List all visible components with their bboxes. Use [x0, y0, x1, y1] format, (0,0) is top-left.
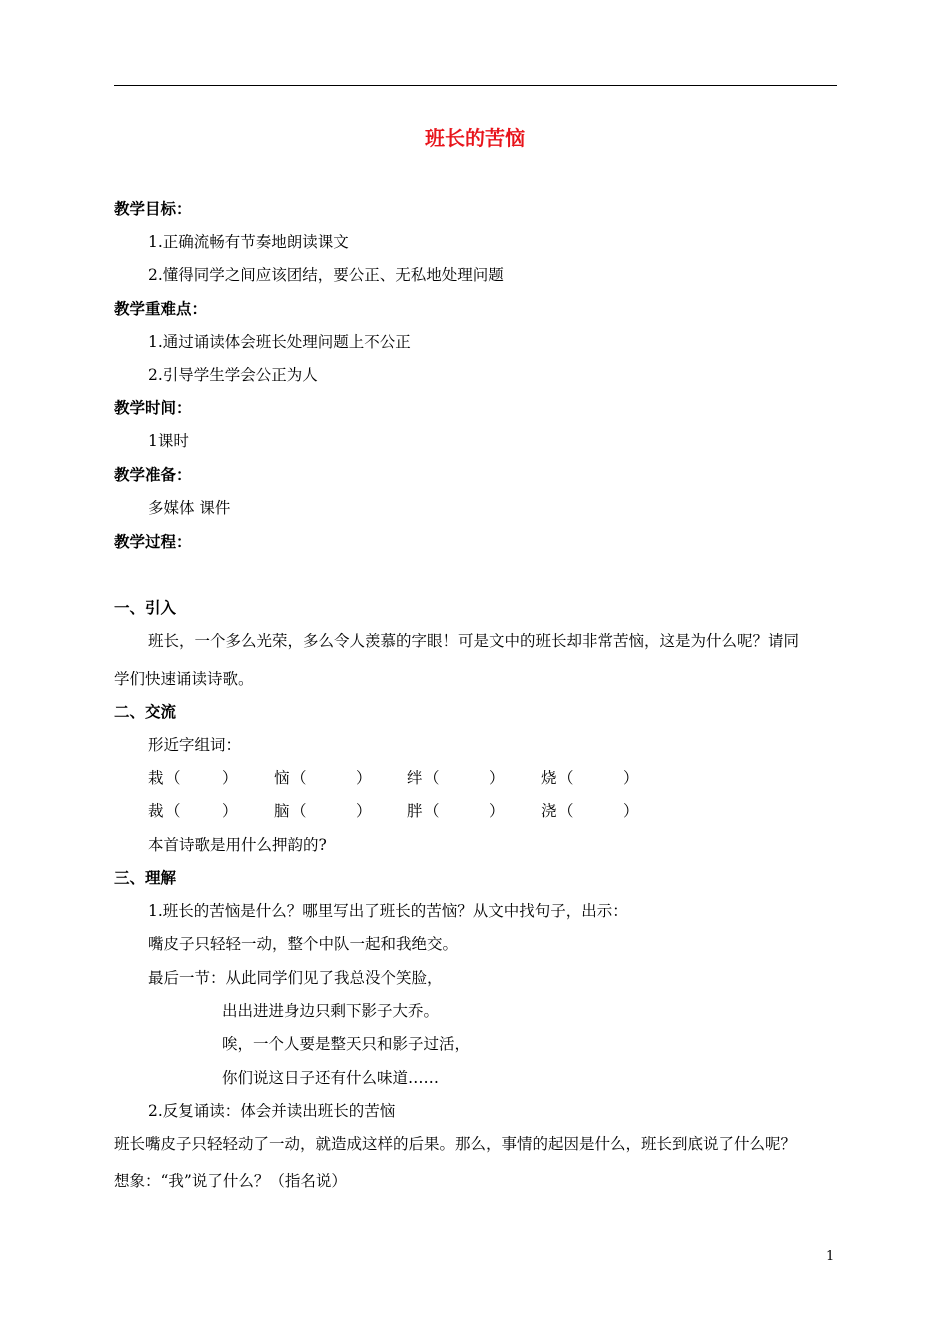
page-number: 1 [826, 1249, 835, 1264]
poem-quote: 嘴皮子只轻轻一动，整个中队一起和我绝交。 [148, 935, 459, 953]
section1-paragraph-line: 班长，一个多么光荣，多么令人羡慕的字眼！可是文中的班长却非常苦恼，这是为什么呢？请同 [148, 632, 800, 650]
paren-close: ） [623, 802, 639, 820]
paren-close: ） [356, 802, 372, 820]
page-title: 班长的苦恼 [425, 126, 525, 150]
paren-open: （ [424, 769, 440, 787]
paren-open: （ [424, 802, 440, 820]
section1-heading: 一、引入 [114, 599, 177, 617]
section3-heading: 三、理解 [114, 869, 177, 887]
paren-close: ） [489, 769, 505, 787]
paren-open: （ [558, 769, 574, 787]
paren-close: ） [356, 769, 372, 787]
paren-open: （ [165, 769, 181, 787]
word-char: 胖 [407, 802, 423, 820]
paren-open: （ [558, 802, 574, 820]
repeat-reading: 2.反复诵读：体会并读出班长的苦恼 [148, 1102, 396, 1120]
word-char: 栽 [148, 769, 164, 787]
paren-close: ） [489, 802, 505, 820]
imagine-prompt: 想象：“我”说了什么？（指名说） [114, 1172, 347, 1190]
word-char: 恼 [274, 769, 290, 787]
rhyme-question: 本首诗歌是用什么押韵的? [148, 836, 327, 854]
process-heading: 教学过程： [114, 533, 192, 551]
objective-item: 2.懂得同学之间应该团结，要公正、无私地处理问题 [148, 266, 504, 284]
header-rule [114, 85, 837, 86]
paren-open: （ [291, 802, 307, 820]
section2-heading: 二、交流 [114, 703, 177, 721]
word-char: 绊 [407, 769, 423, 787]
poem-quote: 出出进进身边只剩下影子大乔。 [222, 1002, 440, 1020]
time-value: 1课时 [148, 432, 189, 450]
understanding-question: 1.班长的苦恼是什么？哪里写出了班长的苦恼？从文中找句子，出示： [148, 902, 628, 920]
word-group-intro: 形近字组词： [148, 736, 242, 754]
paren-close: ） [222, 802, 238, 820]
word-char: 裁 [148, 802, 164, 820]
objectives-heading: 教学目标： [114, 200, 192, 218]
cause-paragraph: 班长嘴皮子只轻轻动了一动，就造成这样的后果。那么，事情的起因是什么，班长到底说了什么呢？ [114, 1135, 797, 1153]
key-point-item: 1.通过诵读体会班长处理问题上不公正 [148, 333, 411, 351]
poem-quote: 唉，一个人要是整天只和影子过活， [222, 1035, 471, 1053]
poem-quote: 最后一节：从此同学们见了我总没个笑脸， [148, 969, 443, 987]
prep-value: 多媒体 课件 [148, 499, 231, 517]
paren-open: （ [291, 769, 307, 787]
time-heading: 教学时间： [114, 399, 192, 417]
key-point-item: 2.引导学生学会公正为人 [148, 366, 318, 384]
prep-heading: 教学准备： [114, 466, 192, 484]
objective-item: 1.正确流畅有节奏地朗读课文 [148, 233, 349, 251]
key-points-heading: 教学重难点： [114, 300, 208, 318]
paren-close: ） [222, 769, 238, 787]
paren-close: ） [623, 769, 639, 787]
paren-open: （ [165, 802, 181, 820]
word-char: 浇 [541, 802, 557, 820]
word-char: 烧 [541, 769, 557, 787]
poem-quote: 你们说这日子还有什么味道…… [222, 1069, 440, 1087]
section1-paragraph-line: 学们快速诵读诗歌。 [114, 670, 254, 688]
word-char: 脑 [274, 802, 290, 820]
